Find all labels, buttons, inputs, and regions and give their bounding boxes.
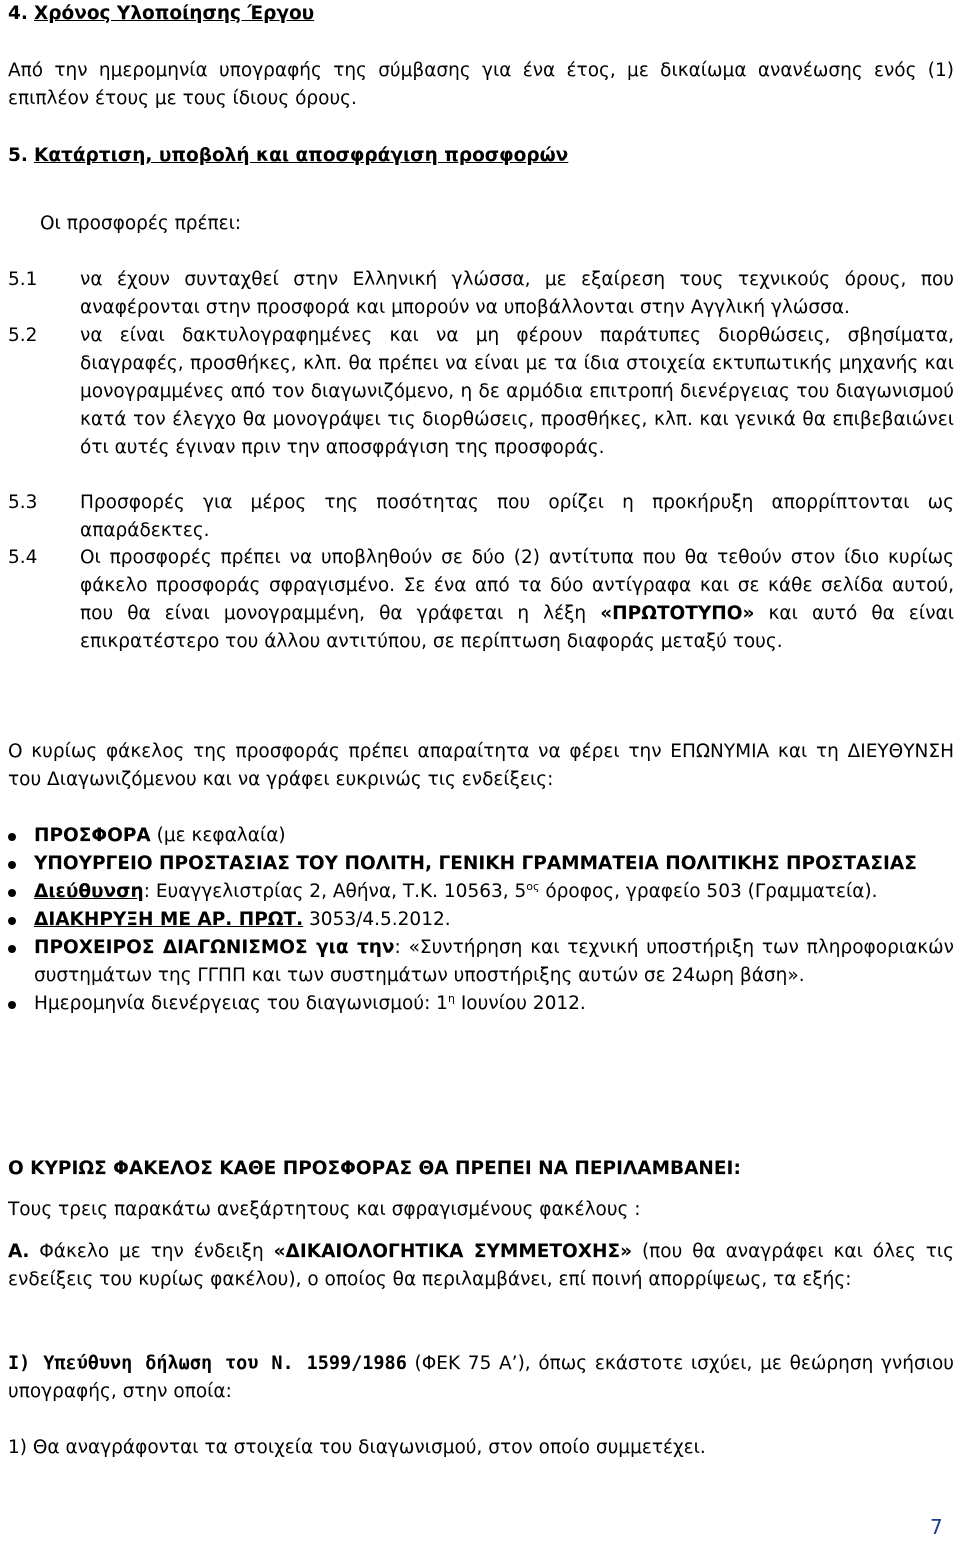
prototype-word: «ΠΡΩΤΟΤΥΠΟ» [600, 603, 755, 624]
bullet-icon [8, 833, 16, 841]
envelope-a-label: Α. [8, 1241, 30, 1262]
main-envelope-heading: Ο ΚΥΡΙΩΣ ΦΑΚΕΛΟΣ ΚΑΘΕ ΠΡΟΣΦΟΡΑΣ ΘΑ ΠΡΕΠΕΙ ΝΑ ΠΕΡΙΛΑΜΒΑΝΕΙ: [8, 1158, 741, 1179]
envelope-a-title: «ΔΙΚΑΙΟΛΟΓΗΤΙΚΑ ΣΥΜΜΕΤΟΧΗΣ» [273, 1241, 633, 1262]
envelope-a-paragraph [8, 1238, 954, 1294]
bullet-icon [8, 917, 16, 925]
envelope-paragraph: Ο κυρίως φάκελος της προσφοράς πρέπει απαραίτητα να φέρει την ΕΠΩΝΥΜΙΑ και τη ΔΙΕΥΘΥΝΣΗ του Διαγωνιζόμενου και να γράφει ευκρινώς τις ενδείξεις: [8, 741, 954, 790]
bullet-text: (με κεφαλαία) [150, 825, 286, 846]
point-1: 1) Θα αναγράφονται τα στοιχεία του διαγωνισμού, στον οποίο συμμετέχει. [8, 1437, 706, 1458]
main-envelope-text: Τους τρεις παρακάτω ανεξάρτητους και σφραγισμένους φακέλους : [8, 1199, 641, 1220]
item-text: να έχουν συνταχθεί στην Ελληνική γλώσσα, με εξαίρεση τους τεχνικούς όρους, που αναφέρονται στην προσφορά και μπορούν να υποβάλλονται στην Αγγλική γλώσσα. [80, 269, 954, 318]
section-5-intro: Οι προσφορές πρέπει: [40, 213, 242, 234]
declaration-paragraph [8, 1350, 954, 1406]
bullet-text: 3053/4.5.2012. [303, 909, 451, 930]
bullet-icon [8, 861, 16, 869]
bullet-item [8, 934, 954, 990]
bullet-text: Ιουνίου 2012. [454, 993, 586, 1014]
list-item-5-2 [8, 322, 954, 462]
item-text-part: και αυτό θα είναι επικρατέστερο του άλλου αντιτύπου, σε περίπτωση διαφοράς μεταξύ τους. [80, 603, 954, 652]
bullet-text: : Ευαγγελιστρίας 2, Αθήνα, Τ.Κ. 10563, 5 [143, 881, 527, 902]
bullet-icon [8, 1001, 16, 1009]
item-number: 5.3 [8, 492, 38, 513]
section-4-number: 4. [8, 3, 28, 24]
bullet-superscript: ος [526, 879, 540, 893]
item-number: 5.1 [8, 269, 38, 290]
item-text-part: Οι προσφορές πρέπει να υποβληθούν σε δύο (2) αντίτυπα που θα τεθούν στον ίδιο κυρίως φάκελο προσφοράς σφραγισμένο. Σε ένα από τα δύο αντίγραφα και σε κάθε σελίδα αυτού, που θα είναι μονογραμμένη, θα γράφεται η λέξη [80, 547, 954, 624]
bullet-bold: ΔΙΑΚΗΡΥΞΗ ΜΕ ΑΡ. ΠΡΩΤ. [34, 909, 304, 930]
bullet-item [8, 878, 954, 906]
bullet-icon [8, 889, 16, 897]
section-4-title [8, 0, 314, 28]
item-text: να είναι δακτυλογραφημένες και να μη φέρουν παράτυπες διορθώσεις, σβησίματα, διαγραφές, προσθήκες, κλπ. θα πρέπει να είναι με τα ίδια στοιχεία εκτυπωτικής μηχανής και μονογραμμένες από τον διαγωνιζόμενο, η δε αρμόδια επιτροπή διενέργειας του διαγωνισμού κατά τον έλεγχο θα μονογράψει τις διορθώσεις, προσθήκες, κλπ. και γενικά θα επιβεβαιώνει ότι αυτές έγιναν πριν την αποσφράγιση της προσφοράς. [80, 325, 954, 458]
section-5-title [8, 142, 568, 170]
section-5-heading: Κατάρτιση, υποβολή και αποσφράγιση προσφορών [34, 145, 569, 166]
section-5-number: 5. [8, 145, 28, 166]
page-number: 7 [930, 1515, 943, 1539]
paragraph-text: (ΦΕΚ 75 Α’), όπως εκάστοτε ισχύει, με θεώρηση γνήσιου υπογραφής, στην οποία: [8, 1353, 954, 1402]
bullet-item [8, 990, 954, 1018]
bullet-icon [8, 945, 16, 953]
bullet-text: : «Συντήρηση και τεχνική υποστήριξη των πληροφοριακών συστημάτων της ΓΓΠΠ και των συστημάτων υποστήριξης αυτών σε 24ωρη βάση». [34, 937, 954, 986]
item-text: Προσφορές για μέρος της ποσότητας που ορίζει η προκήρυξη απορρίπτονται ως απαράδεκτες. [80, 492, 954, 541]
declaration-title: Ι) Υπεύθυνη δήλωση του Ν. 1599/1986 [8, 1353, 407, 1374]
bullet-superscript: η [447, 991, 455, 1005]
section-4-text: Από την ημερομηνία υπογραφής της σύμβασης για ένα έτος, με δικαίωμα ανανέωσης ενός (1) επιπλέον έτους με τους ίδιους όρους. [8, 60, 954, 109]
item-text [80, 544, 954, 656]
bullet-item [8, 822, 954, 850]
list-item-5-4 [8, 544, 954, 656]
paragraph-text: Φάκελο με την ένδειξη [29, 1241, 274, 1262]
bullet-bold: ΥΠΟΥΡΓΕΙΟ ΠΡΟΣΤΑΣΙΑΣ ΤΟΥ ΠΟΛΙΤΗ, ΓΕΝΙΚΗ ΓΡΑΜΜΑΤΕΙΑ ΠΟΛΙΤΙΚΗΣ ΠΡΟΣΤΑΣΙΑΣ [34, 853, 917, 874]
bullet-item [8, 850, 954, 878]
section-4-heading: Χρόνος Υλοποίησης Έργου [34, 3, 315, 24]
bullet-bold: ΠΡΟΧΕΙΡΟΣ ΔΙΑΓΩΝΙΣΜΟΣ για την [34, 937, 395, 958]
bullet-text: όροφος, γραφείο 503 (Γραμματεία). [539, 881, 878, 902]
envelope-bullet-list [8, 822, 954, 1018]
list-item-5-3 [8, 489, 954, 545]
paragraph-text: (που θα αναγράφει και όλες τις ενδείξεις του κυρίως φακέλου), ο οποίος θα περιλαμβάνει, επί ποινή απορρίψεως, τα εξής: [8, 1241, 955, 1290]
item-number: 5.4 [8, 547, 38, 568]
item-number: 5.2 [8, 325, 38, 346]
list-item-5-1 [8, 266, 954, 322]
bullet-text: Ημερομηνία διενέργειας του διαγωνισμού: 1 [34, 993, 448, 1014]
bullet-item [8, 906, 954, 934]
bullet-bold: ΠΡΟΣΦΟΡΑ [34, 825, 151, 846]
bullet-bold: Διεύθυνση [34, 881, 144, 902]
